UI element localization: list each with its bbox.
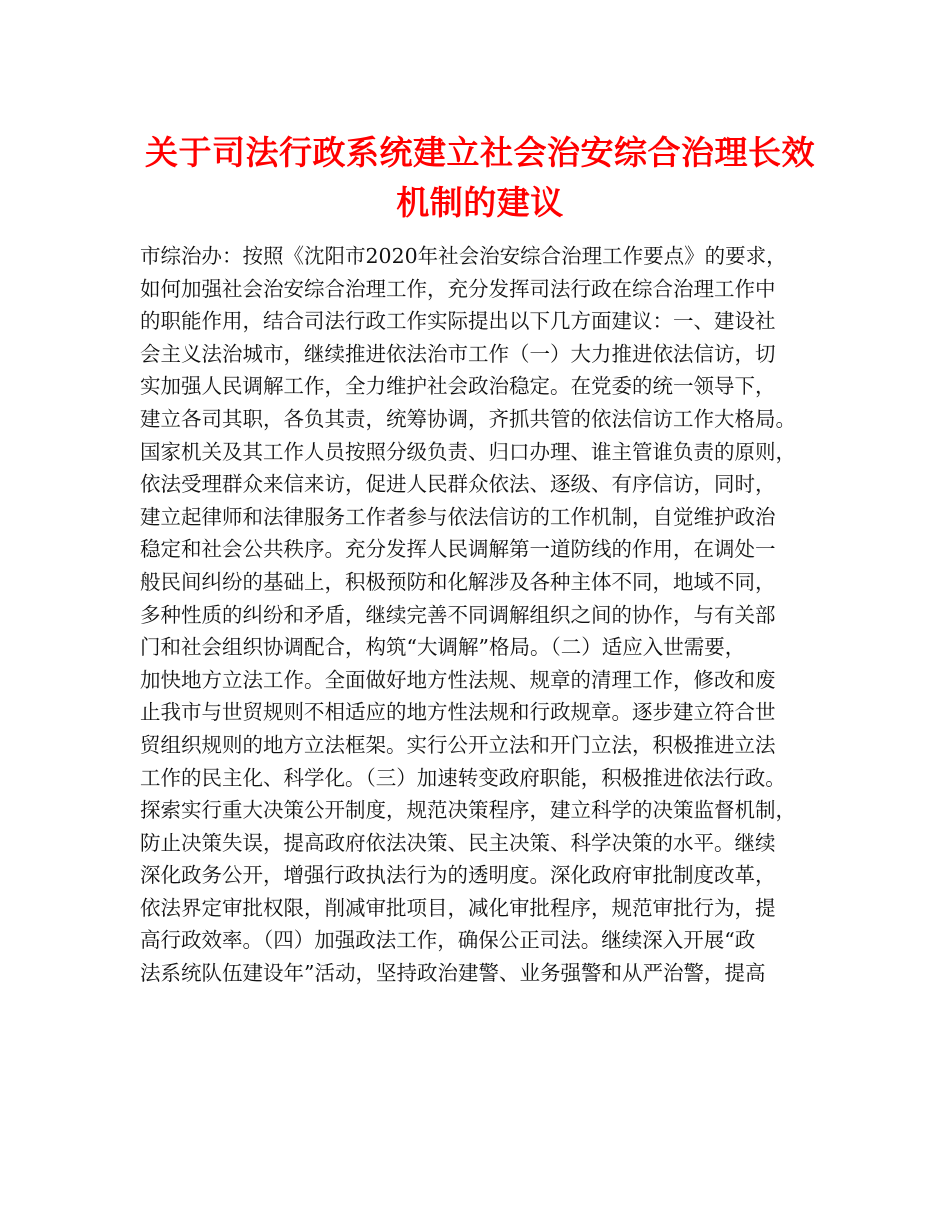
body-line: 实加强人民调解工作，全力维护社会政治稳定。在党委的统一领导下， — [140, 374, 776, 399]
body-line: 防止决策失误，提高政府依法决策、民主决策、科学决策的水平。继续 — [140, 830, 776, 855]
body-line: 加快地方立法工作。全面做好地方性法规、规章的清理工作，修改和废 — [140, 667, 776, 692]
body-line: 依法受理群众来信来访，促进人民群众依法、逐级、有序信访，同时， — [140, 472, 776, 497]
body-line: 工作的民主化、科学化。（三）加速转变政府职能，积极推进依法行政。 — [140, 765, 786, 790]
body-line: 稳定和社会公共秩序。充分发挥人民调解第一道防线的作用，在调处一 — [140, 537, 776, 562]
body-line: 法系统队伍建设年”活动，坚持政治建警、业务强警和从严治警，提高 — [140, 961, 766, 986]
body-line: 止我市与世贸规则不相适应的地方性法规和行政规章。逐步建立符合世 — [140, 700, 776, 725]
body-line: 市综治办：按照《沈阳市2020年社会治安综合治理工作要点》的要求， — [140, 244, 787, 268]
body-line: 探索实行重大决策公开制度，规范决策程序，建立科学的决策监督机制， — [140, 798, 796, 823]
body-line: 高行政效率。（四）加强政法工作，确保公正司法。继续深入开展“政 — [140, 928, 756, 953]
body-line: 深化政务公开，增强行政执法行为的透明度。深化政府审批制度改革， — [140, 863, 776, 888]
body-line: 般民间纠纷的基础上，积极预防和化解涉及各种主体不同，地域不同， — [140, 569, 776, 594]
body-line: 贸组织规则的地方立法框架。实行公开立法和开门立法，积极推进立法 — [140, 732, 776, 757]
body-line: 建立起律师和法律服务工作者参与依法信访的工作机制，自觉维护政治 — [140, 504, 776, 529]
body-line: 建立各司其职，各负其责，统筹协调，齐抓共管的依法信访工作大格局。 — [140, 406, 796, 431]
document-title: 关于司法行政系统建立社会治安综合治理长效机制的建议 — [145, 133, 815, 222]
body-line: 的职能作用，结合司法行政工作实际提出以下几方面建议：一、建设社 — [140, 309, 776, 334]
body-line: 如何加强社会治安综合治理工作，充分发挥司法行政在综合治理工作中 — [140, 276, 776, 301]
body-line: 会主义法治城市，继续推进依法治市工作（一）大力推进依法信访，切 — [140, 341, 776, 366]
body-line: 依法界定审批权限，削减审批项目，减化审批程序，规范审批行为，提 — [140, 895, 776, 920]
body-line: 门和社会组织协调配合，构筑“大调解”格局。（二）适应入世需要， — [140, 635, 746, 660]
body-line: 国家机关及其工作人员按照分级负责、归口办理、谁主管谁负责的原则， — [140, 439, 796, 464]
document-body — [140, 240, 830, 990]
body-line: 多种性质的纠纷和矛盾，继续完善不同调解组织之间的协作，与有关部 — [140, 602, 776, 627]
